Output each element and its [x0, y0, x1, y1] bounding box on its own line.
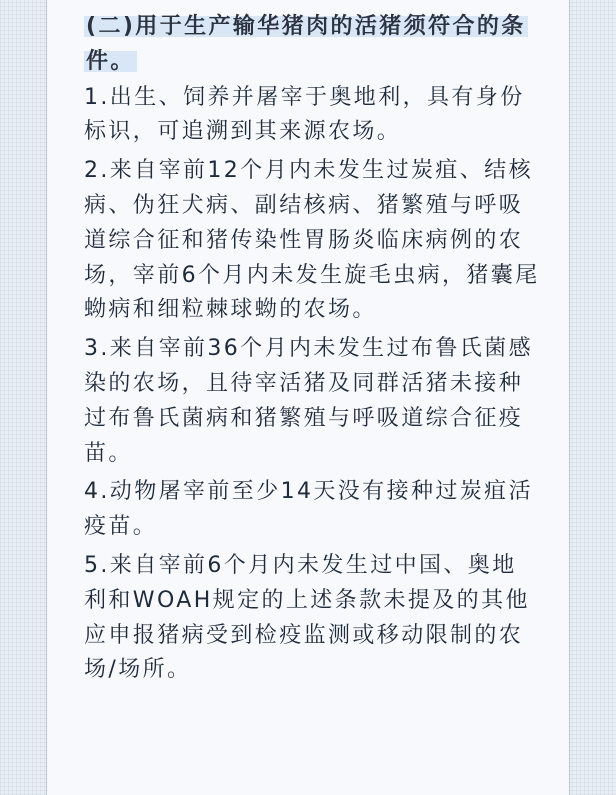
condition-item-1: 1.出生、饲养并屠宰于奥地利，具有身份标识，可追溯到其来源农场。 — [84, 84, 525, 145]
condition-item-2: 2.来自宰前12个月内未发生过炭疽、结核病、伪狂犬病、副结核病、猪繁殖与呼吸道综合征和猪传染性胃肠炎临床病例的农场，宰前6个月内未发生旋毛虫病，猪囊尾蚴病和细粒棘球蚴的农场。 — [84, 158, 540, 323]
article-content — [84, 10, 540, 692]
condition-item-3: 3.来自宰前36个月内未发生过布鲁氏菌感染的农场，且待宰活猪及同群活猪未接种过布鲁氏菌病和猪繁殖与呼吸道综合征疫苗。 — [84, 336, 533, 466]
condition-item-4: 4.动物屠宰前至少14天没有接种过炭疽活疫苗。 — [84, 479, 533, 540]
section-heading: (二)用于生产输华猪肉的活猪须符合的条件。 — [86, 14, 526, 74]
condition-item-5: 5.来自宰前6个月内未发生过中国、奥地利和WOAH规定的上述条款未提及的其他应申报猪病受到检疫监测或移动限制的农场/场所。 — [84, 552, 530, 683]
